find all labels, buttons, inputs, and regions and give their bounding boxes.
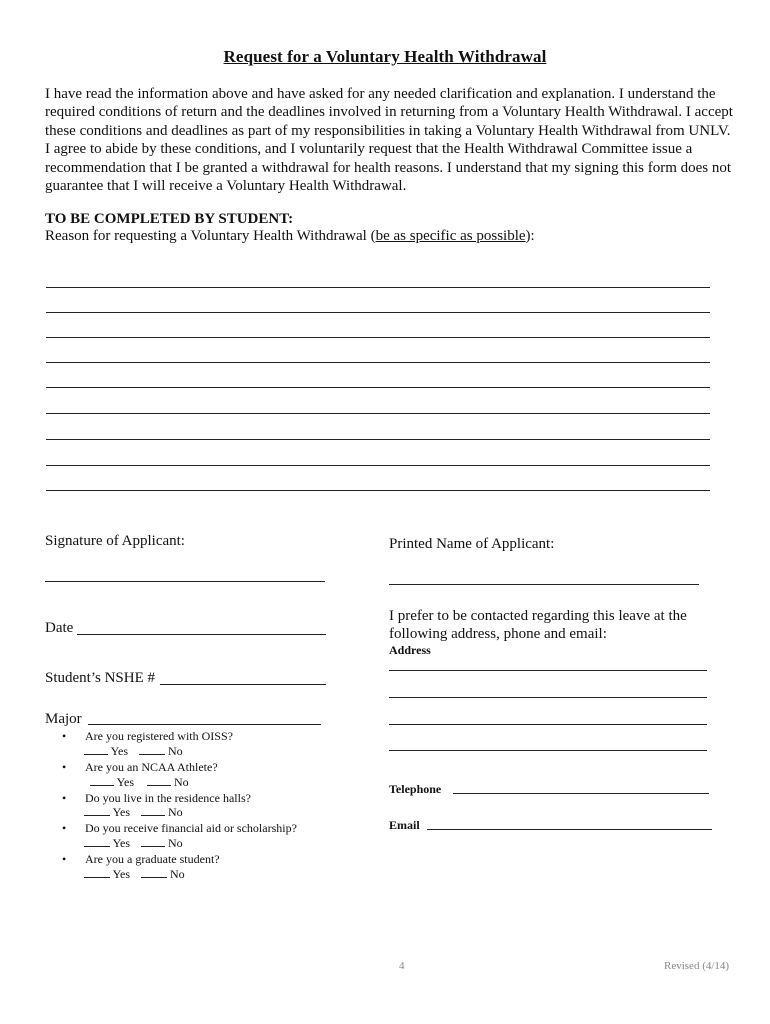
answer-residence-no[interactable]: No (141, 805, 183, 820)
reason-line-4[interactable] (46, 362, 710, 363)
reason-line-7[interactable] (46, 439, 710, 440)
question-residence: Do you live in the residence halls? (85, 791, 251, 805)
reason-line-8[interactable] (46, 465, 710, 466)
answer-residence-yes[interactable]: Yes (84, 805, 130, 820)
nshe-field[interactable] (160, 684, 326, 685)
student-section-heading: TO BE COMPLETED BY STUDENT: (45, 211, 294, 227)
signature-label: Signature of Applicant: (45, 533, 185, 549)
bullet: • (62, 791, 67, 805)
nshe-label: Student’s NSHE # (45, 670, 156, 686)
bullet: • (62, 729, 67, 743)
reason-line-3[interactable] (46, 337, 710, 338)
question-ncaa: Are you an NCAA Athlete? (85, 760, 218, 774)
printed-name-field[interactable] (389, 584, 699, 585)
email-field[interactable] (427, 829, 712, 830)
contact-preference-text: I prefer to be contacted regarding this leave at the following address, phone and email: (389, 608, 687, 642)
intro-paragraph: I have read the information above and have asked for any needed clarification and explanation. I understand the required conditions of return and the deadlines involved in returning from a Voluntary Health Withdrawal. I accept these conditions and deadlines as part of my responsibilities in taking a Voluntary Health Withdrawal from UNLV. I agree to abide by these conditions, and I voluntarily request that the Health Withdrawal Committee issue a recommendation that I be granted a withdrawal for health reasons. I understand that my signing this form does not guarantee that I will receive a Voluntary Health Withdrawal. (45, 86, 733, 195)
question-financial-aid: Do you receive financial aid or scholarship? (85, 821, 297, 835)
reason-line-5[interactable] (46, 387, 710, 388)
reason-emphasis: be as specific as possible (375, 228, 526, 244)
answer-ncaa-yes[interactable]: Yes (90, 775, 134, 790)
major-label: Major (45, 711, 82, 727)
page-title: Request for a Voluntary Health Withdrawal (223, 47, 547, 66)
answer-aid-no[interactable]: No (141, 836, 183, 851)
reason-line-2[interactable] (46, 312, 710, 313)
bullet: • (62, 821, 67, 835)
major-field[interactable] (88, 724, 321, 725)
date-label: Date (45, 620, 74, 636)
reason-line-1[interactable] (46, 287, 710, 288)
answer-ncaa-no[interactable]: No (147, 775, 189, 790)
address-label: Address (389, 643, 431, 657)
answer-graduate-no[interactable]: No (141, 867, 185, 882)
address-line-2[interactable] (389, 697, 707, 698)
telephone-label: Telephone (389, 782, 442, 796)
address-line-3[interactable] (389, 724, 707, 725)
address-line-4[interactable] (389, 750, 707, 751)
bullet: • (62, 760, 67, 774)
question-oiss: Are you registered with OISS? (85, 729, 233, 743)
answer-oiss-yes[interactable]: Yes (84, 744, 128, 759)
signature-field[interactable] (45, 581, 325, 582)
email-label: Email (389, 818, 420, 832)
question-graduate: Are you a graduate student? (85, 852, 220, 866)
telephone-field[interactable] (453, 793, 709, 794)
date-field[interactable] (77, 634, 326, 635)
answer-aid-yes[interactable]: Yes (84, 836, 130, 851)
reason-prefix: Reason for requesting a Voluntary Health Withdrawal ( (45, 228, 376, 244)
answer-graduate-yes[interactable]: Yes (84, 867, 130, 882)
reason-line-9[interactable] (46, 490, 710, 491)
page-number: 4 (399, 960, 405, 972)
revised-date: Revised (4/14) (664, 960, 730, 972)
printed-name-label: Printed Name of Applicant: (389, 536, 555, 552)
reason-line-6[interactable] (46, 413, 710, 414)
reason-prompt (45, 228, 535, 245)
answer-oiss-no[interactable]: No (139, 744, 183, 759)
bullet: • (62, 852, 67, 866)
address-line-1[interactable] (389, 670, 707, 671)
reason-suffix: ): (525, 228, 535, 244)
